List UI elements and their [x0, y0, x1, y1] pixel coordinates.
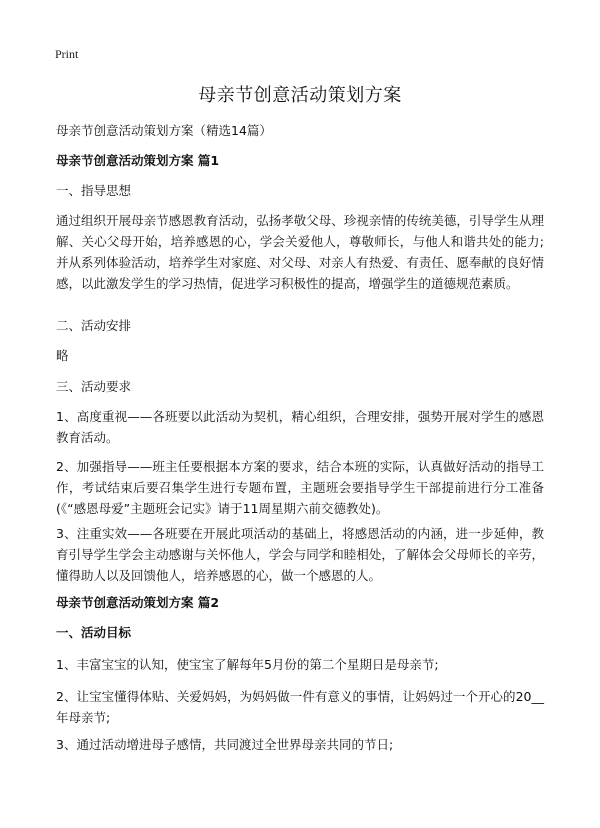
part2-section1-title: 一、活动目标 — [56, 625, 132, 640]
part1-heading: 母亲节创意活动策划方案 篇1 — [56, 153, 220, 168]
part2-heading: 母亲节创意活动策划方案 篇2 — [56, 595, 220, 610]
part1-requirement-1: 1、高度重视——各班要以此活动为契机，精心组织，合理安排，强势开展对学生的感恩教育活动。 — [56, 409, 544, 445]
part1-section1-title: 一、指导思想 — [56, 183, 132, 198]
part1-requirement-2: 2、加强指导——班主任要根据本方案的要求，结合本班的实际，认真做好活动的指导工作，考试结束后要召集学生进行专题布置，主题班会要指导学生干部提前进行分工准备(《“感恩母爱”主题班会记实》请于11周星期六前交德教处)。 — [56, 459, 544, 516]
part1-requirement-3: 3、注重实效——各班要在开展此项活动的基础上，将感恩活动的内涵，进一步延伸，教育引导学生学会主动感谢与关怀他人，学会与同学和睦相处，了解体会父母师长的辛劳，懂得助人以及回馈他人，培养感恩的心，做一个感恩的人。 — [56, 526, 544, 583]
part1-section3-title: 三、活动要求 — [56, 379, 132, 394]
part2-goal-3: 3、通过活动增进母子感情，共同渡过全世界母亲共同的节日; — [56, 737, 394, 752]
document-title: 母亲节创意活动策划方案 — [198, 85, 402, 106]
print-link[interactable]: Print — [55, 47, 79, 61]
part1-section2-text: 略 — [56, 348, 69, 363]
part2-goal-2: 2、让宝宝懂得体贴、关爱妈妈，为妈妈做一件有意义的事情，让妈妈过一个开心的20__年母亲节; — [56, 689, 544, 725]
part1-section2-title: 二、活动安排 — [56, 318, 132, 333]
document-subtitle: 母亲节创意活动策划方案（精选14篇） — [56, 123, 272, 138]
part1-section1-text: 通过组织开展母亲节感恩教育活动，弘扬孝敬父母、珍视亲情的传统美德，引导学生从理解、关心父母开始，培养感恩的心，学会关爱他人，尊敬师长，与他人和谐共处的能力;并从系列体验活动，培养学生对家庭、对父母、对亲人有热爱、有责任、愿奉献的良好情感，以此激发学生的学习热情，促进学习积极性的提高，增强学生的道德规范素质。 — [56, 213, 544, 291]
part2-goal-1: 1、丰富宝宝的认知，使宝宝了解每年5月份的第二个星期日是母亲节; — [56, 657, 439, 672]
